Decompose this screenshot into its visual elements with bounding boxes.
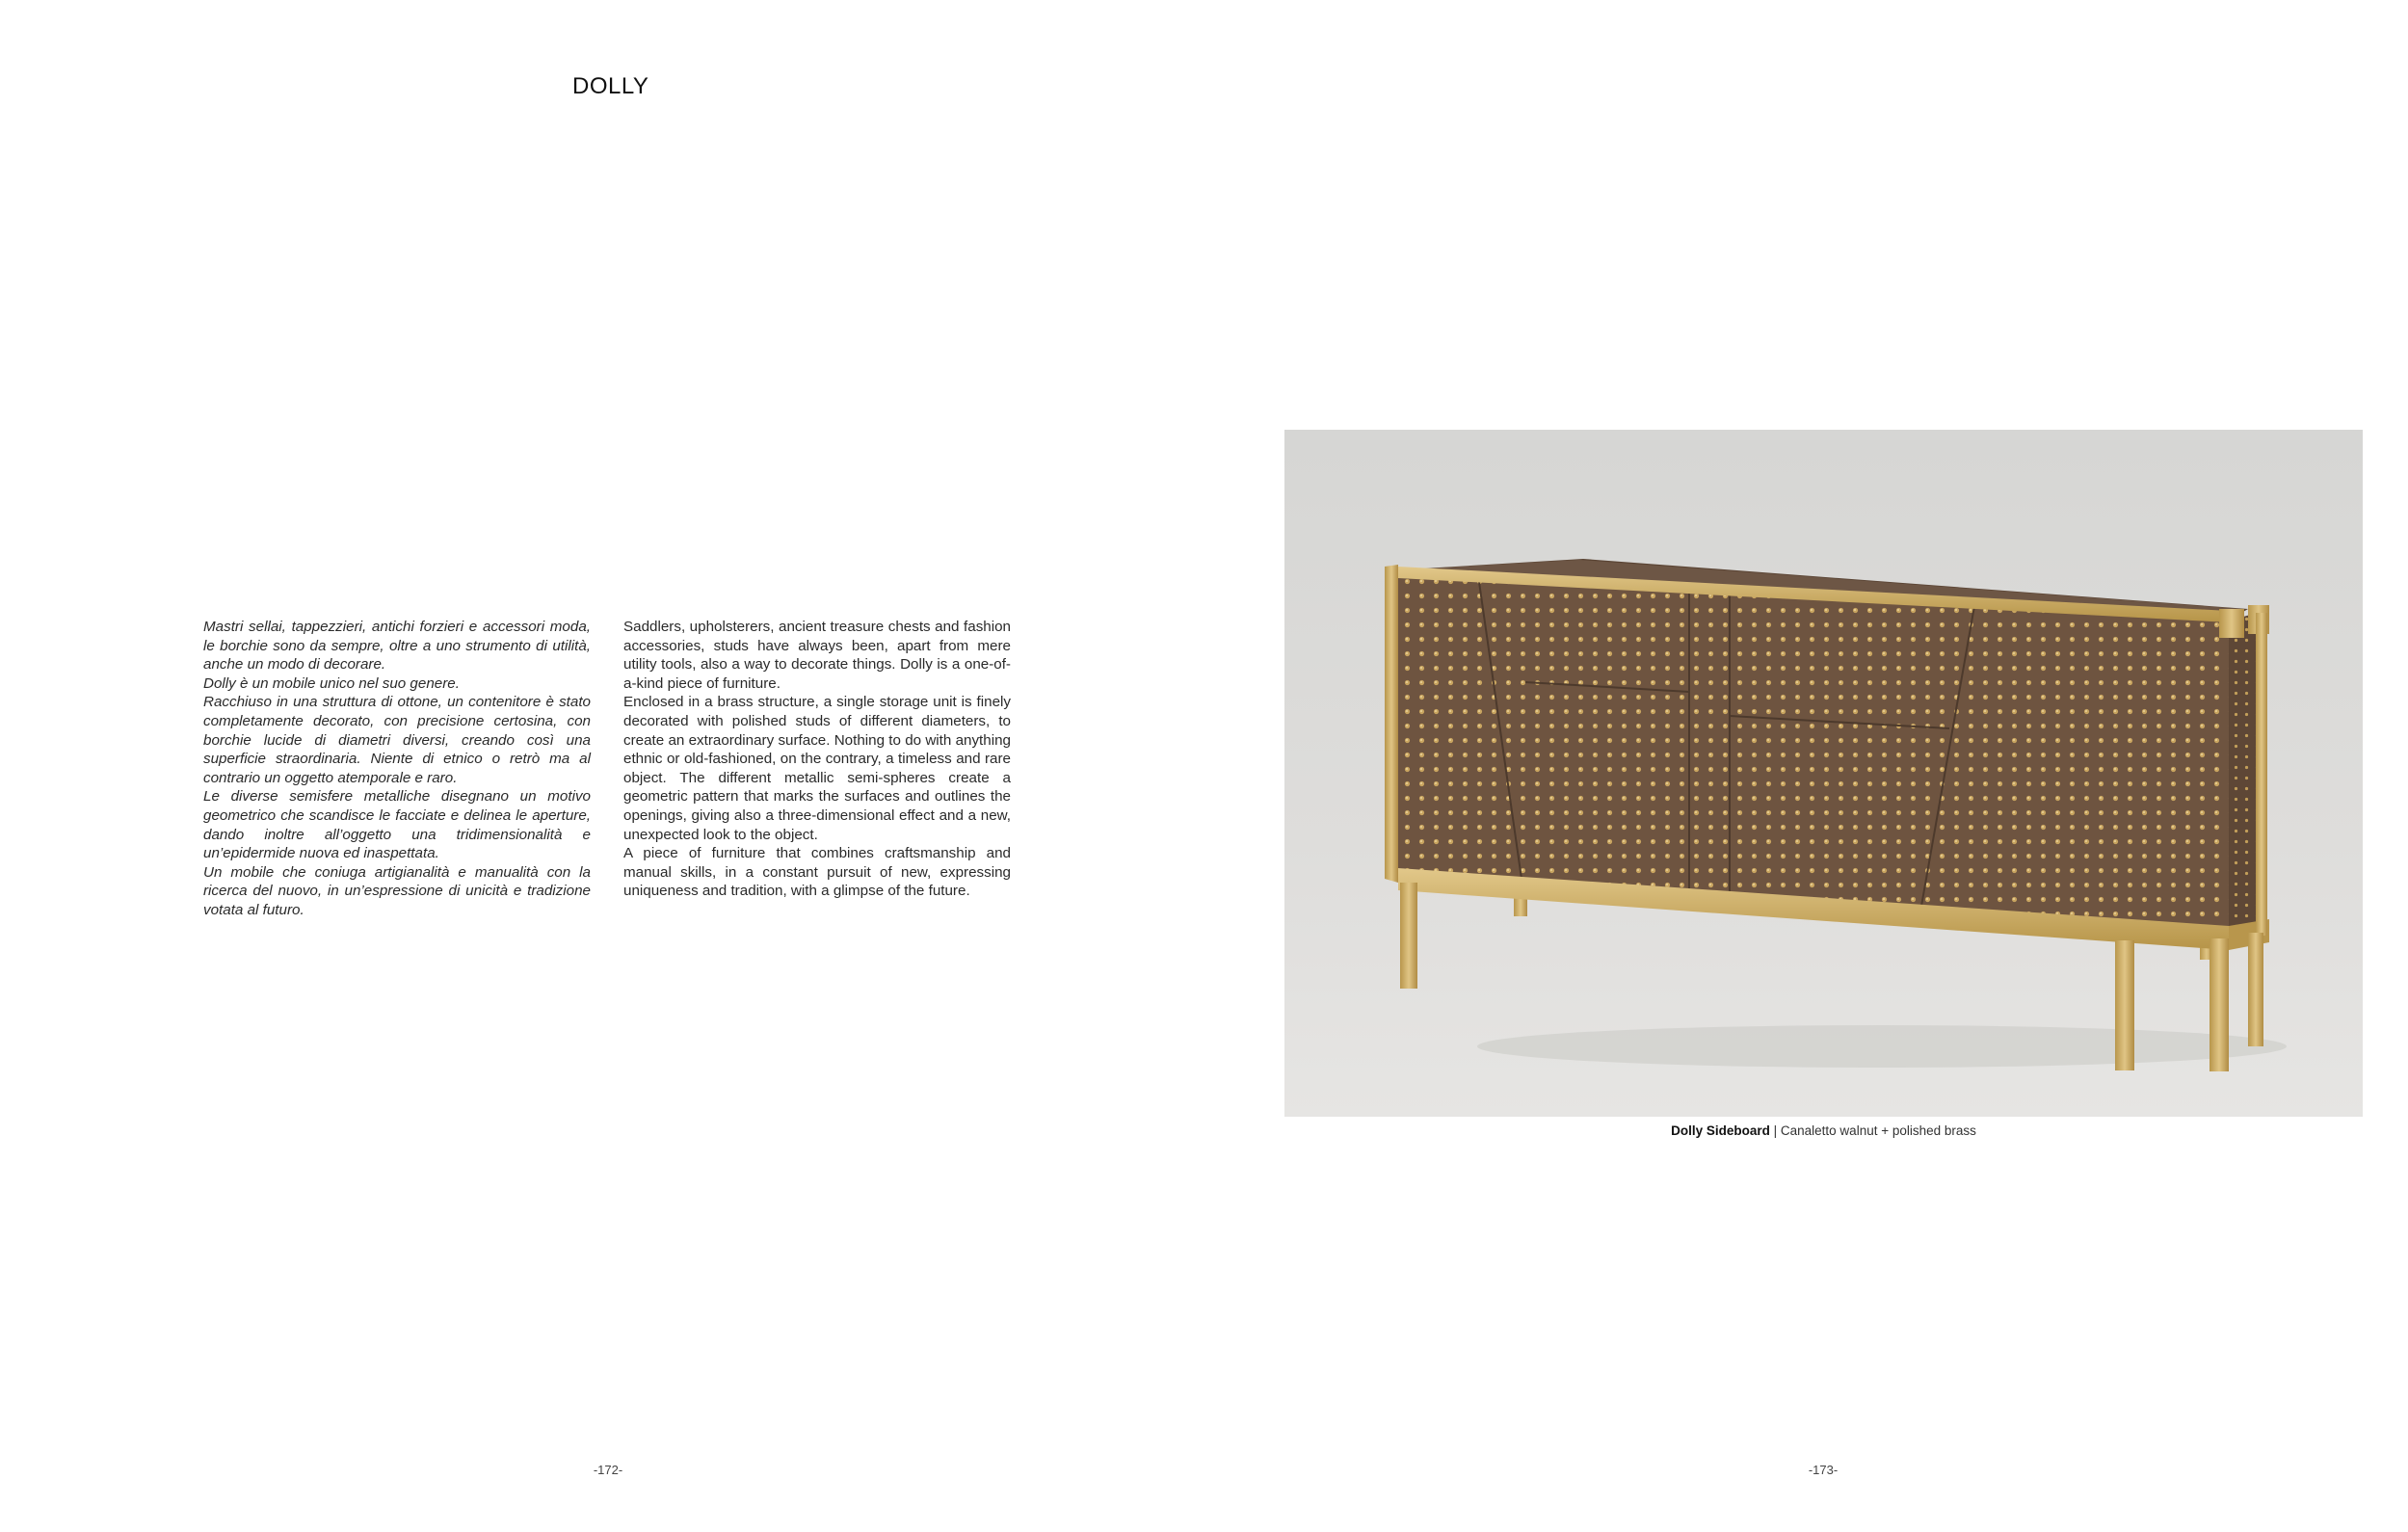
italian-paragraph: Mastri sellai, tappezzieri, antichi forzieri e accessori moda, le borchie sono da sempre, oltre a uno strumento di utilità, anche un modo di decorare. (203, 619, 591, 674)
photo-caption (1284, 1123, 2363, 1138)
front-leg (1400, 883, 1417, 989)
caption-product-name: Dolly Sideboard (1671, 1123, 1770, 1138)
caption-materials: Canaletto walnut + polished brass (1780, 1123, 1976, 1138)
english-paragraph: A piece of furniture that combines craftsmanship and manual skills, in a constant pursuit of new, expressing uniqueness and tradition, with a glimpse of the future. (623, 845, 1011, 900)
italian-paragraph: Racchiuso in una struttura di ottone, un contenitore è stato completamente decorato, con precisione certosina, con borchie lucide di diametri diversi, creando così una superficie straordinaria. Niente di etnico o retrò ma al contrario un oggetto atemporale e raro. (203, 694, 591, 786)
english-text-column (623, 618, 1011, 901)
page-title: DOLLY (572, 73, 649, 99)
caption-separator: | (1769, 1123, 1781, 1138)
italian-paragraph: Un mobile che coniuga artigianalità e manualità con la ricerca del nuovo, in un’espressione di unicità e tradizione votata al futuro. (203, 863, 591, 918)
front-leg (2248, 933, 2263, 1046)
front-leg (2210, 938, 2229, 1071)
front-leg (2115, 940, 2134, 1070)
product-photo (1284, 430, 2363, 1117)
page-number-left: -172- (593, 1463, 623, 1477)
page-number-right: -173- (1808, 1463, 1839, 1477)
italian-paragraph: Dolly è un mobile unico nel suo genere. (203, 674, 460, 692)
english-paragraph: Enclosed in a brass structure, a single storage unit is finely decorated with polished studs of different diameters, to create an extraordinary surface. Nothing to do with anything ethnic or old-fashioned, on the contrary, a timeless and rare object. The different metallic semi-spheres create a geometric pattern that marks the surfaces and outlines the openings, giving also a three-dimensional effect and a new, unexpected look to the object. (623, 694, 1011, 843)
english-paragraph: Saddlers, upholsterers, ancient treasure chests and fashion accessories, studs have always been, apart from mere utility tools, also a way to decorate things. Dolly is a one-of-a-kind piece of furniture. (623, 619, 1011, 692)
italian-paragraph: Le diverse semisfere metalliche disegnano un motivo geometrico che scandisce le facciate e delinea le aperture, dando inoltre all’oggetto una tridimensionalità e un’epidermide nuova ed inaspettata. (203, 788, 591, 862)
italian-text-column (203, 618, 591, 920)
